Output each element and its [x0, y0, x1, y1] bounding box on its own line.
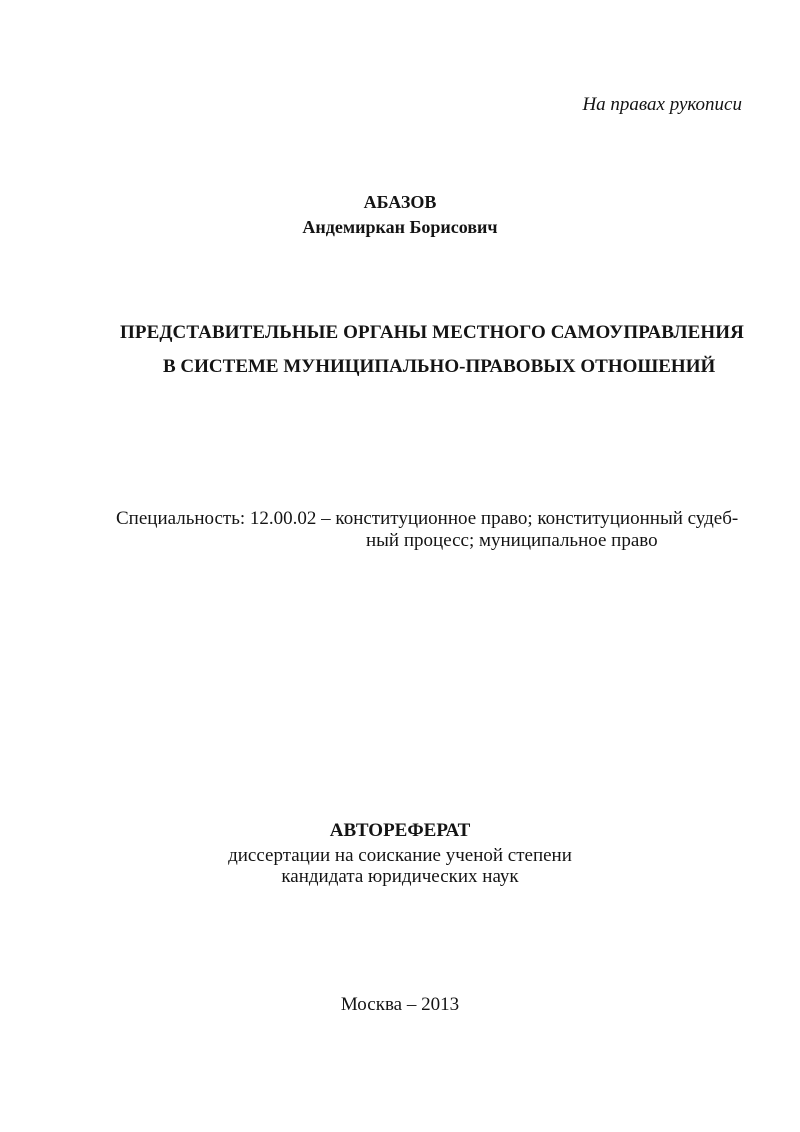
manuscript-note: На правах рукописи: [582, 94, 742, 115]
author-given-names: Андемиркан Борисович: [302, 217, 498, 237]
title-line-1: ПРЕДСТАВИТЕЛЬНЫЕ ОРГАНЫ МЕСТНОГО САМОУПРАВЛЕНИЯ: [120, 322, 744, 343]
title-line-2: В СИСТЕМЕ МУНИЦИПАЛЬНО-ПРАВОВЫХ ОТНОШЕНИЙ: [163, 356, 716, 377]
specialty-line-1: Специальность: 12.00.02 – конституционное право; конституционный судеб-: [116, 508, 739, 529]
document-purpose-line-2: кандидата юридических наук: [281, 866, 519, 887]
specialty-line-2: ный процесс; муниципальное право: [366, 530, 658, 551]
document-purpose-line-1: диссертации на соискание ученой степени: [228, 845, 572, 866]
city-year: Москва – 2013: [340, 994, 460, 1015]
document-type-label: АВТОРЕФЕРАТ: [329, 820, 471, 841]
author-surname: АБАЗОВ: [363, 192, 437, 212]
